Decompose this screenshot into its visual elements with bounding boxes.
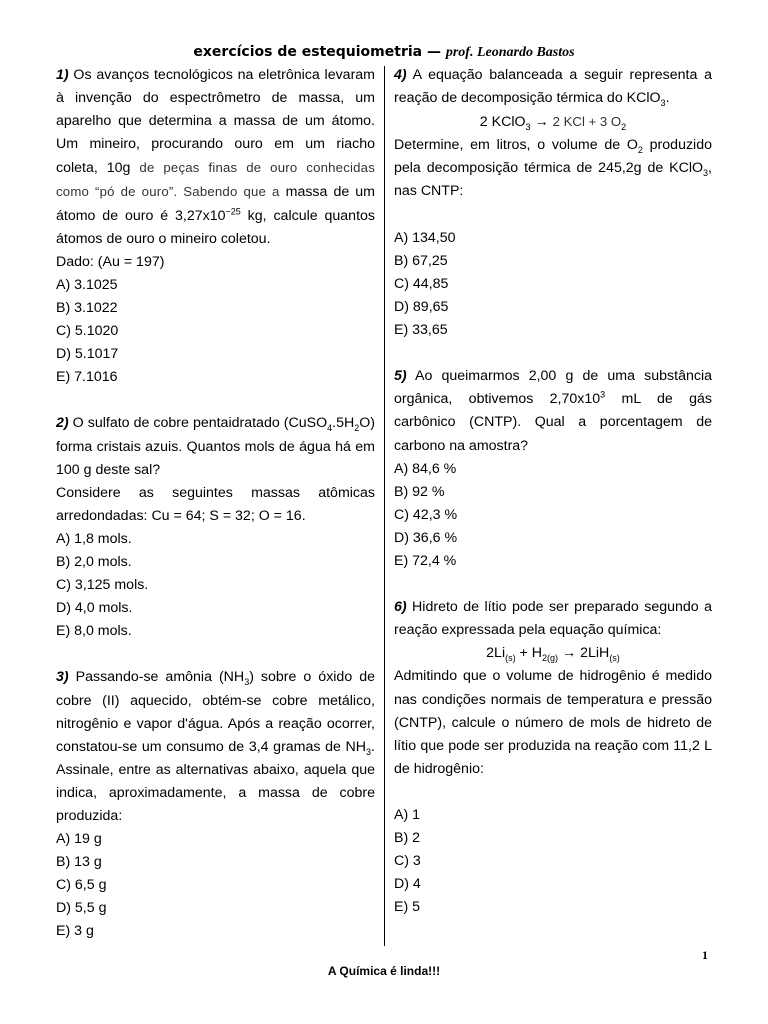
question-4-body <box>394 134 712 203</box>
question-6-eq-d: 2LiH <box>580 645 610 662</box>
question-3 <box>56 666 375 828</box>
question-5 <box>394 365 712 457</box>
question-4-text-a: A equação balanceada a seguir representa a reação de decomposição térmica do KClO <box>394 67 712 107</box>
question-2-option-b: B) 2,0 mols. <box>56 553 132 570</box>
question-3-option-e: E) 3 g <box>56 923 94 940</box>
question-1 <box>56 64 375 251</box>
question-4-eq-c: 2 KCl + 3 O <box>552 114 622 130</box>
header-author: prof. Leonardo Bastos <box>445 45 575 60</box>
question-1-option-e: E) 7.1016 <box>56 369 118 386</box>
question-2-sub-2: 2 <box>354 423 360 434</box>
spacer <box>394 573 712 596</box>
question-2 <box>56 412 375 481</box>
question-2-text-a: O sulfato de cobre pentaidratado (CuSO <box>68 415 328 432</box>
question-5-option-c: C) 42,3 % <box>394 506 458 523</box>
question-1-number: 1) <box>56 67 69 83</box>
question-3-number: 3) <box>56 669 69 686</box>
question-6 <box>394 596 712 642</box>
question-4-eq-arrow: → <box>530 114 553 131</box>
question-3-text-a: Passando-se amônia (NH <box>68 669 245 686</box>
question-6-eq-arrow: → <box>558 645 581 662</box>
question-6-equation <box>394 642 712 665</box>
question-4-option-e: E) 33,65 <box>394 322 448 339</box>
question-3-sub-1: 3 <box>244 677 250 688</box>
spacer <box>394 342 712 365</box>
question-6-eq-sub-2: 2(g) <box>542 653 559 664</box>
question-1-text-b: de peças finas de ouro conhecidas como “pó de ouro”. Sabendo que a <box>56 160 375 200</box>
page-footer: A Química é linda!!! <box>327 964 441 978</box>
page-header <box>0 44 768 61</box>
left-column <box>56 64 375 944</box>
question-4-number: 4) <box>394 67 407 83</box>
spacer <box>56 389 375 412</box>
question-6-text-a: Hidreto de lítio pode ser preparado segundo a reação expressada pela equação química: <box>394 599 712 639</box>
question-5-text-a: Ao queimarmos 2,00 g de uma substância orgânica, obtivemos 2,70x10 <box>394 368 712 408</box>
question-3-option-b: B) 13 g <box>56 854 102 871</box>
question-3-text-b: ) sobre o óxido de cobre (II) aquecido, obtém-se cobre metálico, nitrogênio e vapor d'água. Após a reação ocorrer, constatou-se um consumo de 3,4 gramas de NH <box>56 669 375 755</box>
question-6-number: 6) <box>394 599 407 616</box>
question-6-eq-sub-3: (s) <box>609 653 620 664</box>
question-4-equation <box>394 110 712 134</box>
question-2-option-c: C) 3,125 mols. <box>56 577 149 594</box>
question-1-text-d: kg, calcule quantos átomos de ouro o mineiro coletou. <box>56 207 375 247</box>
right-column <box>394 64 712 919</box>
question-6-option-e: E) 5 <box>394 899 421 916</box>
page-number: 1 <box>702 948 708 962</box>
spacer <box>394 781 712 804</box>
question-2-number: 2) <box>56 415 69 432</box>
question-5-exponent: 3 <box>600 389 606 400</box>
question-5-option-b: B) 92 % <box>394 483 445 500</box>
question-5-option-d: D) 36,6 % <box>394 529 458 546</box>
question-6-body: Admitindo que o volume de hidrogênio é medido nas condições normais de temperatura e pressão (CNTP), calcule o número de mols de hidreto de lítio que pode ser produzida na reação com 11,2 L de hidrogênio: <box>394 668 712 777</box>
question-4-sub-2: 2 <box>637 145 643 156</box>
header-title: exercícios de estequiometria <box>193 44 423 60</box>
question-6-option-a: A) 1 <box>394 807 421 823</box>
question-1-option-a: A) 3.1025 <box>56 276 118 293</box>
question-4-option-c: C) 44,85 <box>394 275 449 292</box>
spacer <box>56 643 375 666</box>
question-1-text-a: Os avanços tecnológicos na eletrônica levaram à invenção do espectrômetro de massa, um aparelho que determina a massa de um átomo. Um mineiro, procurando ouro em um riacho coleta, 10g <box>56 67 375 177</box>
question-4-option-b: B) 67,25 <box>394 252 448 269</box>
question-3-sub-2: 3 <box>366 746 372 757</box>
question-1-exponent: −25 <box>225 205 241 216</box>
question-4-sub-3: 3 <box>703 168 709 179</box>
question-2-option-e: E) 8,0 mols. <box>56 623 132 640</box>
question-4-text-c: Determine, em litros, o volume de O <box>394 137 638 154</box>
question-5-option-a: A) 84,6 % <box>394 460 457 477</box>
question-4 <box>394 64 712 110</box>
question-6-eq-b: + H <box>515 645 543 662</box>
question-4-text-e: , nas CNTP: <box>394 160 712 200</box>
header-separator: — <box>422 44 446 60</box>
question-3-option-d: D) 5,5 g <box>56 900 107 917</box>
question-1-dado: Dado: (Au = 197) <box>56 253 165 270</box>
question-6-option-b: B) 2 <box>394 830 421 847</box>
question-6-eq-sub-1: (s) <box>505 653 516 664</box>
question-4-option-d: D) 89,65 <box>394 298 449 315</box>
question-5-option-e: E) 72,4 % <box>394 552 457 569</box>
question-2-option-a: A) 1,8 mols. <box>56 530 132 547</box>
question-4-option-a: A) 134,50 <box>394 229 456 246</box>
question-2-text-b: .5H <box>332 415 355 432</box>
question-3-option-c: C) 6,5 g <box>56 877 107 894</box>
question-6-eq-a: 2Li <box>486 645 506 662</box>
question-2-consider: Considere as seguintes massas atômicas arredondadas: Cu = 64; S = 32; O = 16. <box>56 484 375 524</box>
question-5-number: 5) <box>394 368 407 385</box>
question-1-text-c: massa de um átomo de ouro é 3,27x10 <box>56 184 375 224</box>
question-4-eq-sub: 3 <box>525 122 531 133</box>
question-5-text-b: mL de gás carbônico (CNTP). Qual a porcentagem de carbono na amostra? <box>394 391 712 454</box>
spacer <box>394 204 712 227</box>
question-2-text-c: O) forma cristais azuis. Quantos mols de água há em 100 g deste sal? <box>56 415 375 478</box>
question-4-text-b: . <box>665 90 670 107</box>
question-3-text-c: . Assinale, entre as alternativas abaixo, aquela que indica, aproximadamente, a massa de cobre produzida: <box>56 738 375 824</box>
question-4-eq-sub-2: 2 <box>621 122 627 133</box>
column-divider <box>384 66 385 946</box>
question-6-option-c: C) 3 <box>394 853 421 870</box>
question-6-option-d: D) 4 <box>394 876 421 893</box>
question-1-option-c: C) 5.1020 <box>56 323 119 340</box>
question-2-sub-1: 4 <box>327 423 333 434</box>
question-1-option-d: D) 5.1017 <box>56 346 119 363</box>
question-2-option-d: D) 4,0 mols. <box>56 600 133 617</box>
question-3-option-a: A) 19 g <box>56 831 102 848</box>
question-4-sub-1: 3 <box>660 97 666 108</box>
question-4-text-d: produzido pela decomposição térmica de 245,2g de KClO <box>394 137 712 177</box>
question-1-option-b: B) 3.1022 <box>56 299 118 316</box>
question-4-eq-a: 2 KClO <box>479 114 526 131</box>
